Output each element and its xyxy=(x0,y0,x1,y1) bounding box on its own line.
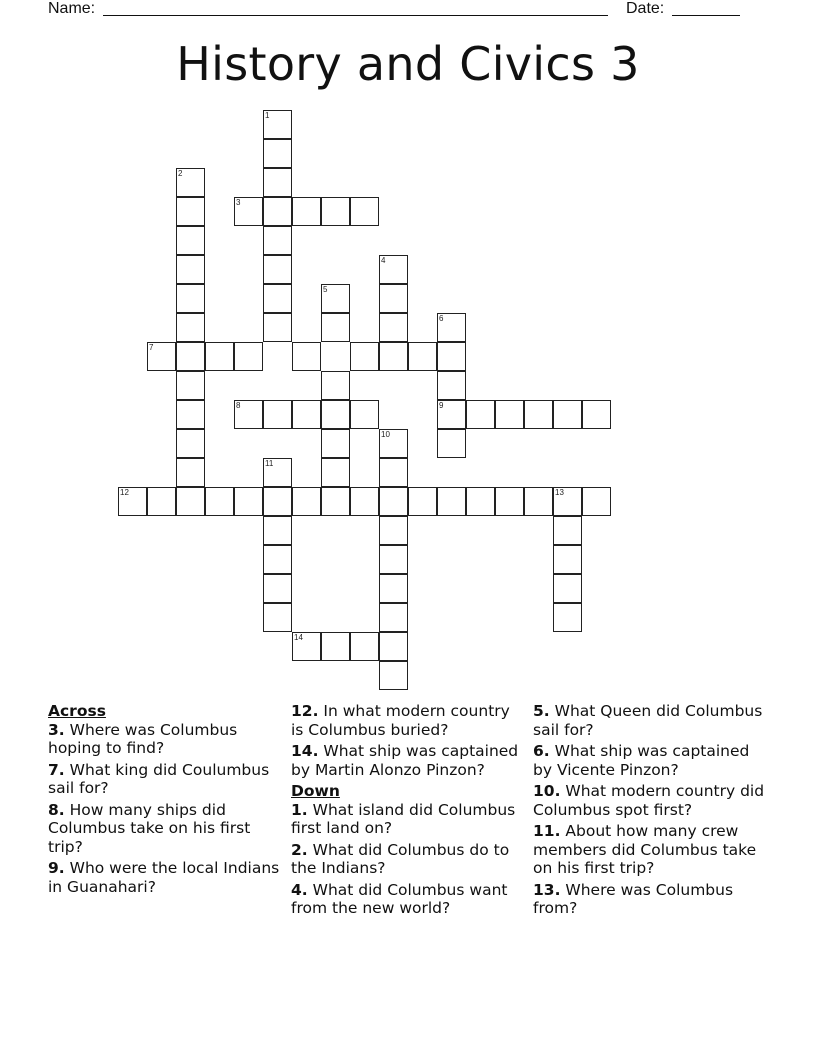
grid-cell[interactable] xyxy=(176,313,205,342)
grid-cell[interactable] xyxy=(263,284,292,313)
grid-cell[interactable] xyxy=(553,545,582,574)
grid-cell[interactable] xyxy=(263,545,292,574)
clue-text: What did Columbus do to the Indians? xyxy=(291,840,510,877)
grid-cell[interactable] xyxy=(321,313,350,342)
grid-cell[interactable] xyxy=(524,487,553,516)
cell-number: 5 xyxy=(323,285,328,294)
grid-cell[interactable] xyxy=(350,400,379,429)
grid-cell[interactable] xyxy=(176,487,205,516)
clue-text: Where was Columbus from? xyxy=(533,880,734,917)
grid-cell[interactable] xyxy=(321,284,350,313)
grid-cell[interactable] xyxy=(205,487,234,516)
cell-number: 11 xyxy=(265,459,274,468)
clue-item xyxy=(533,782,768,819)
grid-cell[interactable] xyxy=(553,574,582,603)
date-label: Date: xyxy=(626,0,665,17)
grid-cell[interactable] xyxy=(176,226,205,255)
grid-cell[interactable] xyxy=(379,574,408,603)
clue-text: What king did Coulumbus sail for? xyxy=(48,760,270,797)
grid-cell[interactable] xyxy=(263,458,292,487)
grid-cell[interactable] xyxy=(292,632,321,661)
clue-text: Where was Columbus hoping to find? xyxy=(48,720,238,757)
grid-cell[interactable] xyxy=(263,197,292,226)
grid-cell[interactable] xyxy=(379,255,408,284)
grid-cell[interactable] xyxy=(292,197,321,226)
cell-number: 13 xyxy=(555,488,564,497)
clue-text: What island did Columbus first land on? xyxy=(291,800,516,837)
grid-cell[interactable] xyxy=(524,400,553,429)
grid-cell[interactable] xyxy=(263,603,292,632)
clue-text: What modern country did Columbus spot first? xyxy=(533,782,765,819)
name-label: Name: xyxy=(48,0,96,17)
clue-number: 13. xyxy=(533,880,561,899)
clue-text: About how many crew members did Columbus take on his first trip? xyxy=(533,822,757,877)
cell-number: 3 xyxy=(236,198,241,207)
clue-number: 5. xyxy=(533,702,550,720)
clue-number: 11. xyxy=(533,822,561,840)
clue-text: What Queen did Columbus sail for? xyxy=(533,702,763,739)
grid-cell[interactable] xyxy=(234,487,263,516)
grid-cell[interactable] xyxy=(292,342,321,371)
grid-cell[interactable] xyxy=(321,487,350,516)
clue-item xyxy=(291,801,527,838)
cell-number: 1 xyxy=(265,111,270,120)
clue-number: 12. xyxy=(291,702,319,720)
grid-cell[interactable] xyxy=(408,342,437,371)
grid-cell[interactable] xyxy=(437,342,466,371)
grid-cell[interactable] xyxy=(379,284,408,313)
grid-cell[interactable] xyxy=(176,458,205,487)
clue-number: 10. xyxy=(533,782,561,800)
grid-cell[interactable] xyxy=(176,400,205,429)
clue-item xyxy=(533,702,768,739)
grid-cell[interactable] xyxy=(321,429,350,458)
cell-number: 14 xyxy=(294,633,303,642)
clue-item xyxy=(48,801,280,857)
cell-number: 2 xyxy=(178,169,183,178)
grid-cell[interactable] xyxy=(350,342,379,371)
clue-column-2 xyxy=(291,702,527,921)
grid-cell[interactable] xyxy=(379,429,408,458)
grid-cell[interactable] xyxy=(176,255,205,284)
clue-number: 6. xyxy=(533,742,550,760)
clue-text: What did Columbus want from the new world? xyxy=(291,880,508,917)
clue-text: What ship was captained by Vicente Pinzon? xyxy=(533,742,750,779)
grid-cell[interactable] xyxy=(350,197,379,226)
clue-number: 9. xyxy=(48,859,65,877)
grid-cell[interactable] xyxy=(292,400,321,429)
grid-cell[interactable] xyxy=(495,487,524,516)
grid-cell[interactable] xyxy=(321,197,350,226)
cell-number: 9 xyxy=(439,401,444,410)
grid-cell[interactable] xyxy=(350,632,379,661)
grid-cell[interactable] xyxy=(234,342,263,371)
grid-cell[interactable] xyxy=(379,487,408,516)
grid-cell[interactable] xyxy=(263,168,292,197)
grid-cell[interactable] xyxy=(379,458,408,487)
grid-cell[interactable] xyxy=(263,487,292,516)
grid-cell[interactable] xyxy=(437,400,466,429)
grid-cell[interactable] xyxy=(321,458,350,487)
clue-text: What ship was captained by Martin Alonzo Pinzon? xyxy=(291,742,519,779)
cell-number: 4 xyxy=(381,256,386,265)
clue-text: How many ships did Columbus take on his first trip? xyxy=(48,800,251,856)
grid-cell[interactable] xyxy=(263,110,292,139)
cell-number: 10 xyxy=(381,430,390,439)
grid-cell[interactable] xyxy=(379,313,408,342)
clue-text: In what modern country is Columbus buried? xyxy=(291,702,510,739)
clue-number: 7. xyxy=(48,760,65,779)
grid-cell[interactable] xyxy=(263,313,292,342)
grid-cell[interactable] xyxy=(437,487,466,516)
grid-cell[interactable] xyxy=(147,342,176,371)
down-heading: Down xyxy=(291,782,340,800)
clue-number: 8. xyxy=(48,800,65,819)
cell-number: 8 xyxy=(236,401,241,410)
clue-number: 14. xyxy=(291,742,319,760)
clue-text: Who were the local Indians in Guanahari? xyxy=(48,859,280,896)
grid-cell[interactable] xyxy=(437,313,466,342)
grid-cell[interactable] xyxy=(147,487,176,516)
clue-item xyxy=(533,742,768,779)
grid-cell[interactable] xyxy=(234,197,263,226)
clue-item xyxy=(291,881,527,918)
clue-item xyxy=(291,841,527,878)
grid-cell[interactable] xyxy=(553,516,582,545)
grid-cell[interactable] xyxy=(553,400,582,429)
grid-cell[interactable] xyxy=(176,429,205,458)
cell-number: 6 xyxy=(439,314,444,323)
grid-cell[interactable] xyxy=(321,400,350,429)
clue-item xyxy=(291,742,527,779)
grid-cell[interactable] xyxy=(263,400,292,429)
grid-cell[interactable] xyxy=(176,197,205,226)
grid-cell[interactable] xyxy=(292,487,321,516)
clue-item xyxy=(48,721,280,758)
grid-cell[interactable] xyxy=(263,139,292,168)
clue-number: 3. xyxy=(48,720,65,739)
grid-cell[interactable] xyxy=(176,342,205,371)
grid-cell[interactable] xyxy=(176,284,205,313)
grid-cell[interactable] xyxy=(263,516,292,545)
clue-item xyxy=(533,822,768,878)
grid-cell[interactable] xyxy=(379,545,408,574)
grid-cell[interactable] xyxy=(379,632,408,661)
clue-column-3 xyxy=(533,702,768,921)
grid-cell[interactable] xyxy=(379,516,408,545)
clue-item xyxy=(48,859,280,896)
grid-cell[interactable] xyxy=(118,487,147,516)
cell-number: 12 xyxy=(120,488,129,497)
grid-cell[interactable] xyxy=(263,574,292,603)
clue-number: 2. xyxy=(291,840,308,859)
grid-cell[interactable] xyxy=(582,400,611,429)
grid-cell[interactable] xyxy=(350,487,379,516)
clue-column-1 xyxy=(48,702,280,899)
grid-cell[interactable] xyxy=(263,255,292,284)
clue-item xyxy=(291,702,527,739)
clue-item xyxy=(48,761,280,798)
cell-number: 7 xyxy=(149,343,154,352)
grid-cell[interactable] xyxy=(321,371,350,400)
grid-cell[interactable] xyxy=(582,487,611,516)
grid-cell[interactable] xyxy=(553,603,582,632)
grid-cell[interactable] xyxy=(321,632,350,661)
grid-cell[interactable] xyxy=(553,487,582,516)
clue-number: 1. xyxy=(291,800,308,819)
grid-cell[interactable] xyxy=(495,400,524,429)
clue-item xyxy=(533,881,768,918)
grid-cell[interactable] xyxy=(437,429,466,458)
grid-cell[interactable] xyxy=(466,487,495,516)
grid-cell[interactable] xyxy=(379,603,408,632)
grid-cell[interactable] xyxy=(408,487,437,516)
clue-number: 4. xyxy=(291,880,308,899)
grid-cell[interactable] xyxy=(379,342,408,371)
across-heading: Across xyxy=(48,702,106,720)
grid-cell[interactable] xyxy=(437,371,466,400)
grid-cell[interactable] xyxy=(379,661,408,690)
grid-cell[interactable] xyxy=(205,342,234,371)
grid-cell[interactable] xyxy=(176,371,205,400)
grid-cell[interactable] xyxy=(263,226,292,255)
grid-cell[interactable] xyxy=(234,400,263,429)
grid-cell[interactable] xyxy=(466,400,495,429)
grid-cell[interactable] xyxy=(176,168,205,197)
page-title: History and Civics 3 xyxy=(176,37,640,91)
